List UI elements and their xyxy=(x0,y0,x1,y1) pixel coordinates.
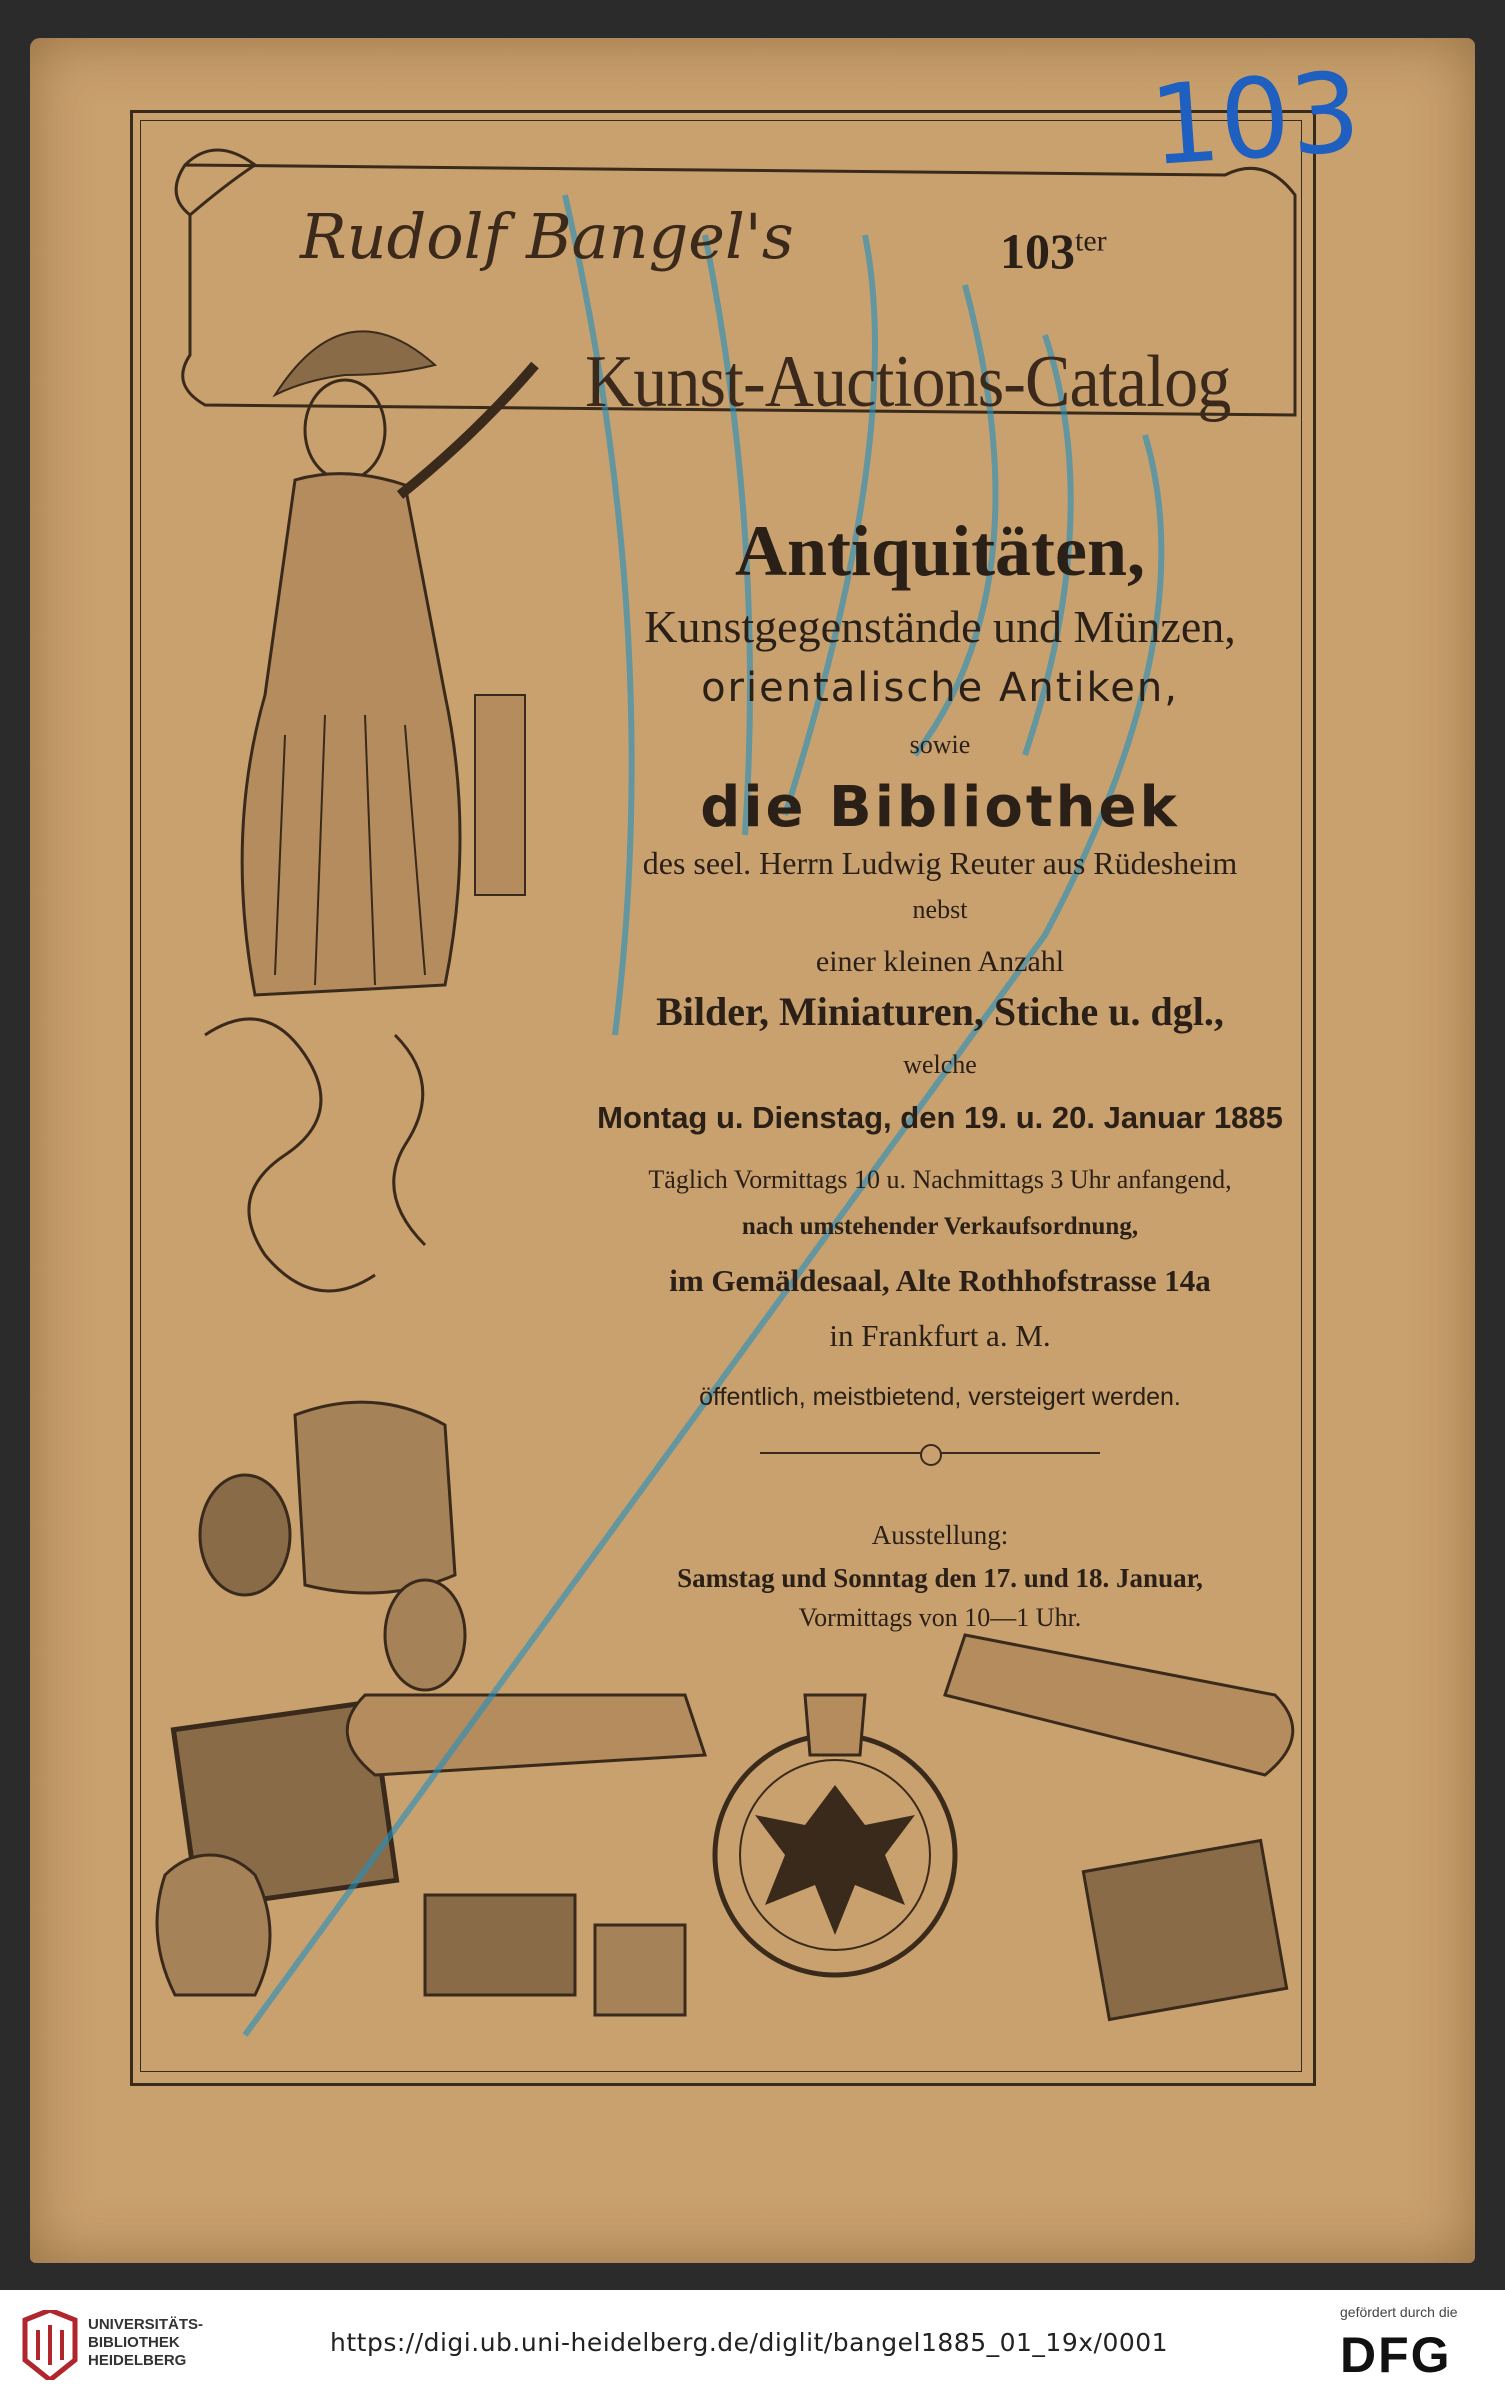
book-stack xyxy=(1083,1841,1286,2020)
dfg-logo: DFG xyxy=(1340,2327,1452,2383)
catalog-title: Kunst-Auctions-Catalog xyxy=(585,341,1231,423)
line-venue: im Gemäldesaal, Alte Rothhofstrasse 14a xyxy=(669,1263,1211,1298)
funded-by-label: gefördert durch die xyxy=(1340,2304,1458,2320)
library-name xyxy=(88,2316,203,2370)
handwritten-number: 103 xyxy=(1145,47,1365,191)
line-exhibition-label: Ausstellung: xyxy=(871,1520,1009,1550)
lady-head xyxy=(305,380,385,480)
portrait-bearded-man xyxy=(200,1475,290,1595)
headline-antiquities: Antiquitäten, xyxy=(734,511,1146,591)
document-url[interactable]: https://digi.ub.uni-heidelberg.de/diglit/bangel1885_01_19x/0001 xyxy=(330,2328,1169,2357)
line-oriental: orientalische Antiken, xyxy=(701,665,1179,711)
line-sales-order: nach umstehender Verkaufsordnung, xyxy=(741,1213,1139,1240)
casket xyxy=(425,1895,575,1995)
line-exhibition-dates: Samstag und Sonntag den 17. und 18. Januar, xyxy=(677,1563,1203,1593)
divider-ornament xyxy=(920,1444,942,1466)
headline-library: die Bibliothek xyxy=(700,775,1180,840)
banner-curl xyxy=(185,150,255,215)
line-art-objects: Kunstgegenstände und Münzen, xyxy=(644,601,1236,652)
seal-ribbon xyxy=(805,1695,865,1755)
lady-arm-raised xyxy=(400,365,535,495)
line-sowie: sowie xyxy=(909,730,971,759)
line-owner: des seel. Herrn Ludwig Reuter aus Rüdesheim xyxy=(642,845,1238,881)
line-small-number: einer kleinen Anzahl xyxy=(815,945,1065,978)
line-auction-dates: Montag u. Dienstag, den 19. u. 20. Januar 1885 xyxy=(597,1100,1283,1135)
auctioneer-name: Rudolf Bangel's xyxy=(300,200,794,273)
line-exhibition-hours: Vormittags von 10—1 Uhr. xyxy=(798,1603,1082,1632)
vase xyxy=(157,1855,270,1995)
line-city: in Frankfurt a. M. xyxy=(829,1318,1051,1353)
line-welche: welche xyxy=(903,1050,977,1079)
footer-bar xyxy=(0,2290,1505,2401)
catalog-number-suffix: ter xyxy=(1075,224,1107,258)
library-name-line3: HEIDELBERG xyxy=(88,2352,187,2369)
scroll-left xyxy=(347,1695,705,1775)
ornament-swirls xyxy=(205,1019,425,1291)
lady-body xyxy=(242,474,460,995)
line-nebst: nebst xyxy=(912,895,968,924)
portrait-young-woman xyxy=(385,1580,465,1690)
scroll-right xyxy=(945,1635,1293,1775)
line-public-auction: öffentlich, meistbietend, versteigert werden. xyxy=(699,1383,1181,1411)
line-daily-times: Täglich Vormittags 10 u. Nachmittags 3 Uhr anfangend, xyxy=(648,1165,1232,1194)
library-logo-icon xyxy=(20,2310,80,2380)
catalog-number-value: 103 xyxy=(1000,223,1075,279)
line-pictures: Bilder, Miniaturen, Stiche u. dgl., xyxy=(656,989,1224,1034)
rolled-scroll xyxy=(475,695,525,895)
catalog-number xyxy=(1000,222,1107,280)
armor-breastplate xyxy=(295,1402,455,1593)
library-name-line2: BIBLIOTHEK xyxy=(88,2334,180,2351)
library-name-line1: UNIVERSITÄTS- xyxy=(88,2316,204,2333)
clock xyxy=(595,1925,685,2015)
lady-hat xyxy=(275,331,435,395)
